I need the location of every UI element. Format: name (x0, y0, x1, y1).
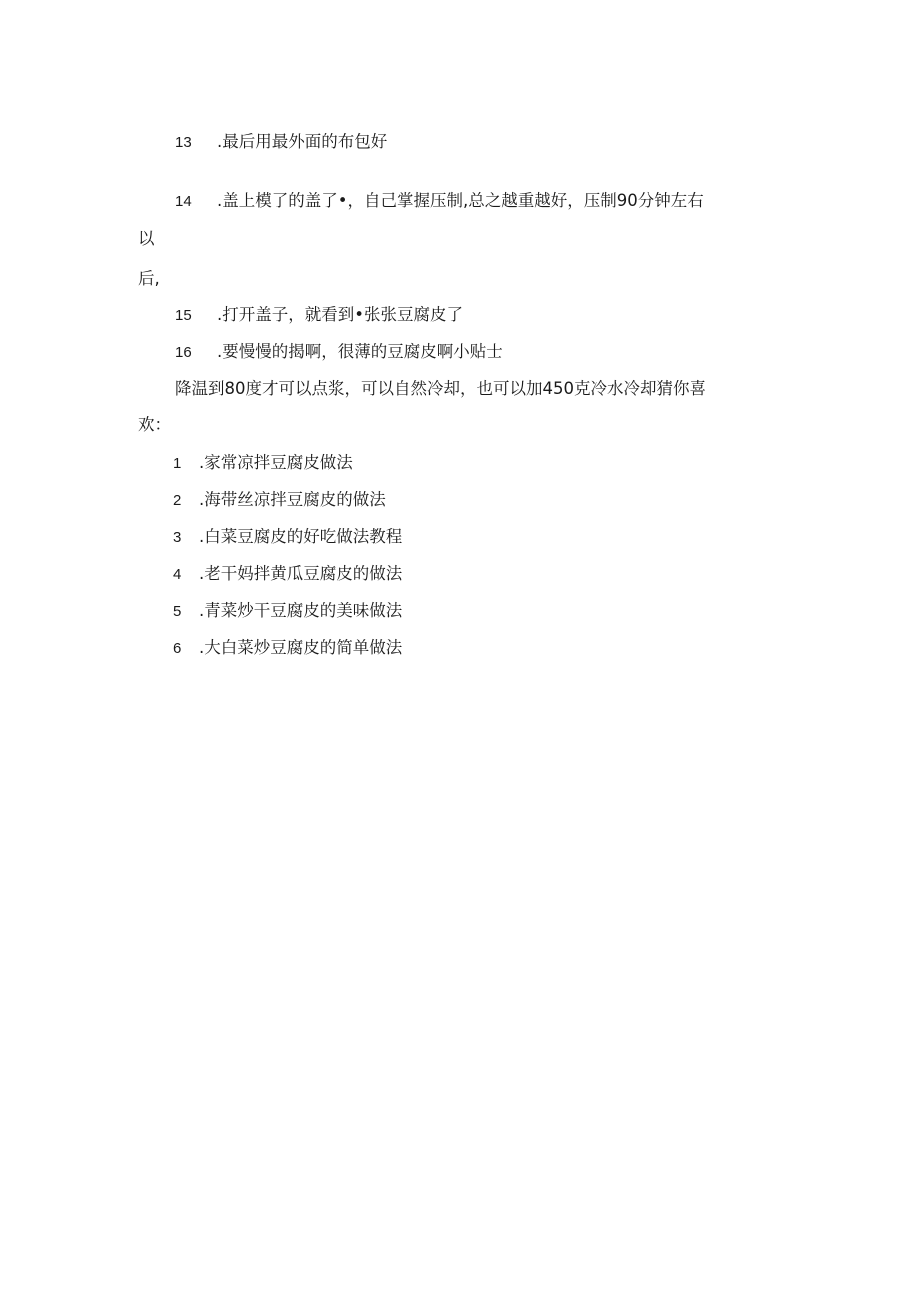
step-number: 15 (175, 307, 192, 324)
step-text: .最后用最外面的布包好 (217, 132, 388, 151)
related-item-5 (173, 600, 402, 623)
step-14 (175, 190, 704, 213)
step-text: .盖上模了的盖了•，自己掌握压制,总之越重越好，压制90分钟左右 (217, 191, 704, 210)
item-text: .老干妈拌黄瓜豆腐皮的做法 (199, 564, 403, 583)
step-number: 14 (175, 193, 192, 210)
step-text: .打开盖子，就看到•张张豆腐皮了 (217, 305, 463, 324)
item-number: 2 (173, 492, 182, 509)
step-16 (175, 341, 503, 364)
item-number: 6 (173, 640, 182, 657)
item-number: 5 (173, 603, 182, 620)
step-14-wrap-line-2: 后, (138, 269, 160, 288)
related-item-4 (173, 563, 402, 586)
step-13 (175, 131, 387, 154)
item-text: .青菜炒干豆腐皮的美味做法 (199, 601, 403, 620)
related-item-2 (173, 489, 386, 512)
step-text: .要慢慢的揭啊，很薄的豆腐皮啊小贴士 (217, 342, 503, 361)
item-text: .家常凉拌豆腐皮做法 (199, 453, 353, 472)
item-number: 4 (173, 566, 182, 583)
step-number: 13 (175, 134, 192, 151)
step-15 (175, 304, 463, 327)
item-text: .海带丝凉拌豆腐皮的做法 (199, 490, 386, 509)
item-number: 1 (173, 455, 182, 472)
item-text: .白菜豆腐皮的好吃做法教程 (199, 527, 403, 546)
item-text: .大白菜炒豆腐皮的简单做法 (199, 638, 403, 657)
related-item-3 (173, 526, 402, 549)
item-number: 3 (173, 529, 182, 546)
related-item-6 (173, 637, 402, 660)
step-number: 16 (175, 344, 192, 361)
step-14-wrap-line-1: 以 (138, 229, 155, 248)
related-item-1 (173, 452, 353, 475)
tip-line-1: 降温到80度才可以点浆，可以自然冷却，也可以加450克冷水冷却猜你喜 (175, 379, 706, 398)
tip-line-2: 欢： (138, 415, 171, 434)
